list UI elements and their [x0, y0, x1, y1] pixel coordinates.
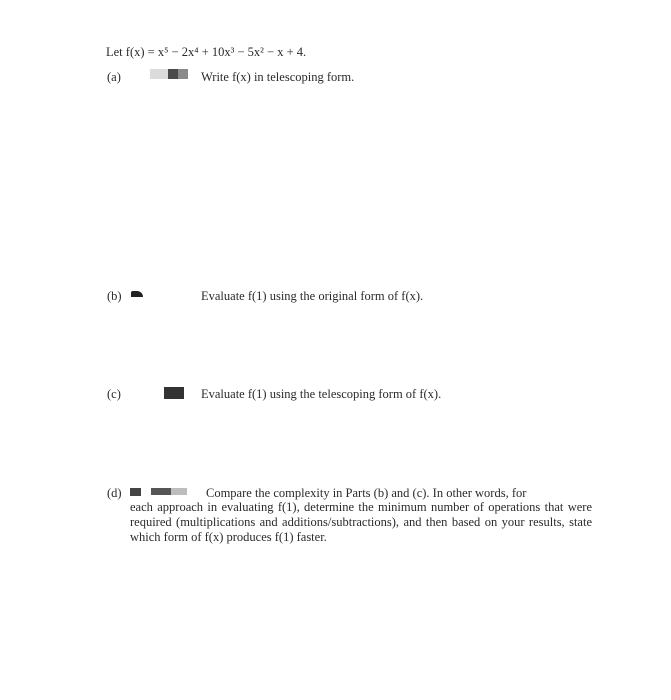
redacted-mark — [131, 291, 143, 297]
part-a-text: Write f(x) in telescoping form. — [201, 70, 355, 84]
part-d-label: (d) — [107, 486, 122, 500]
redacted-mark — [150, 69, 168, 79]
problem-statement: Let f(x) = x⁵ − 2x⁴ + 10x³ − 5x² − x + 4. — [106, 45, 307, 59]
part-c-text: Evaluate f(1) using the telescoping form of f(x). — [201, 387, 442, 401]
redacted-mark — [168, 69, 178, 79]
redacted-mark — [151, 488, 171, 495]
redacted-mark — [171, 488, 187, 495]
redacted-mark — [164, 387, 184, 399]
part-d-text-first-line: Compare the complexity in Parts (b) and (c). In other words, for — [206, 486, 527, 500]
redacted-mark — [178, 69, 188, 79]
part-a-label: (a) — [107, 70, 121, 84]
redacted-mark — [130, 488, 141, 496]
part-c-label: (c) — [107, 387, 121, 401]
part-d-text-body: each approach in evaluating f(1), determine the minimum number of operations that were required (multiplications and additions/subtractions), and then based on your results, state which form of f(x) produces f(1) faster. — [130, 500, 592, 545]
part-b-text: Evaluate f(1) using the original form of f(x). — [201, 289, 424, 303]
part-b-label: (b) — [107, 289, 122, 303]
